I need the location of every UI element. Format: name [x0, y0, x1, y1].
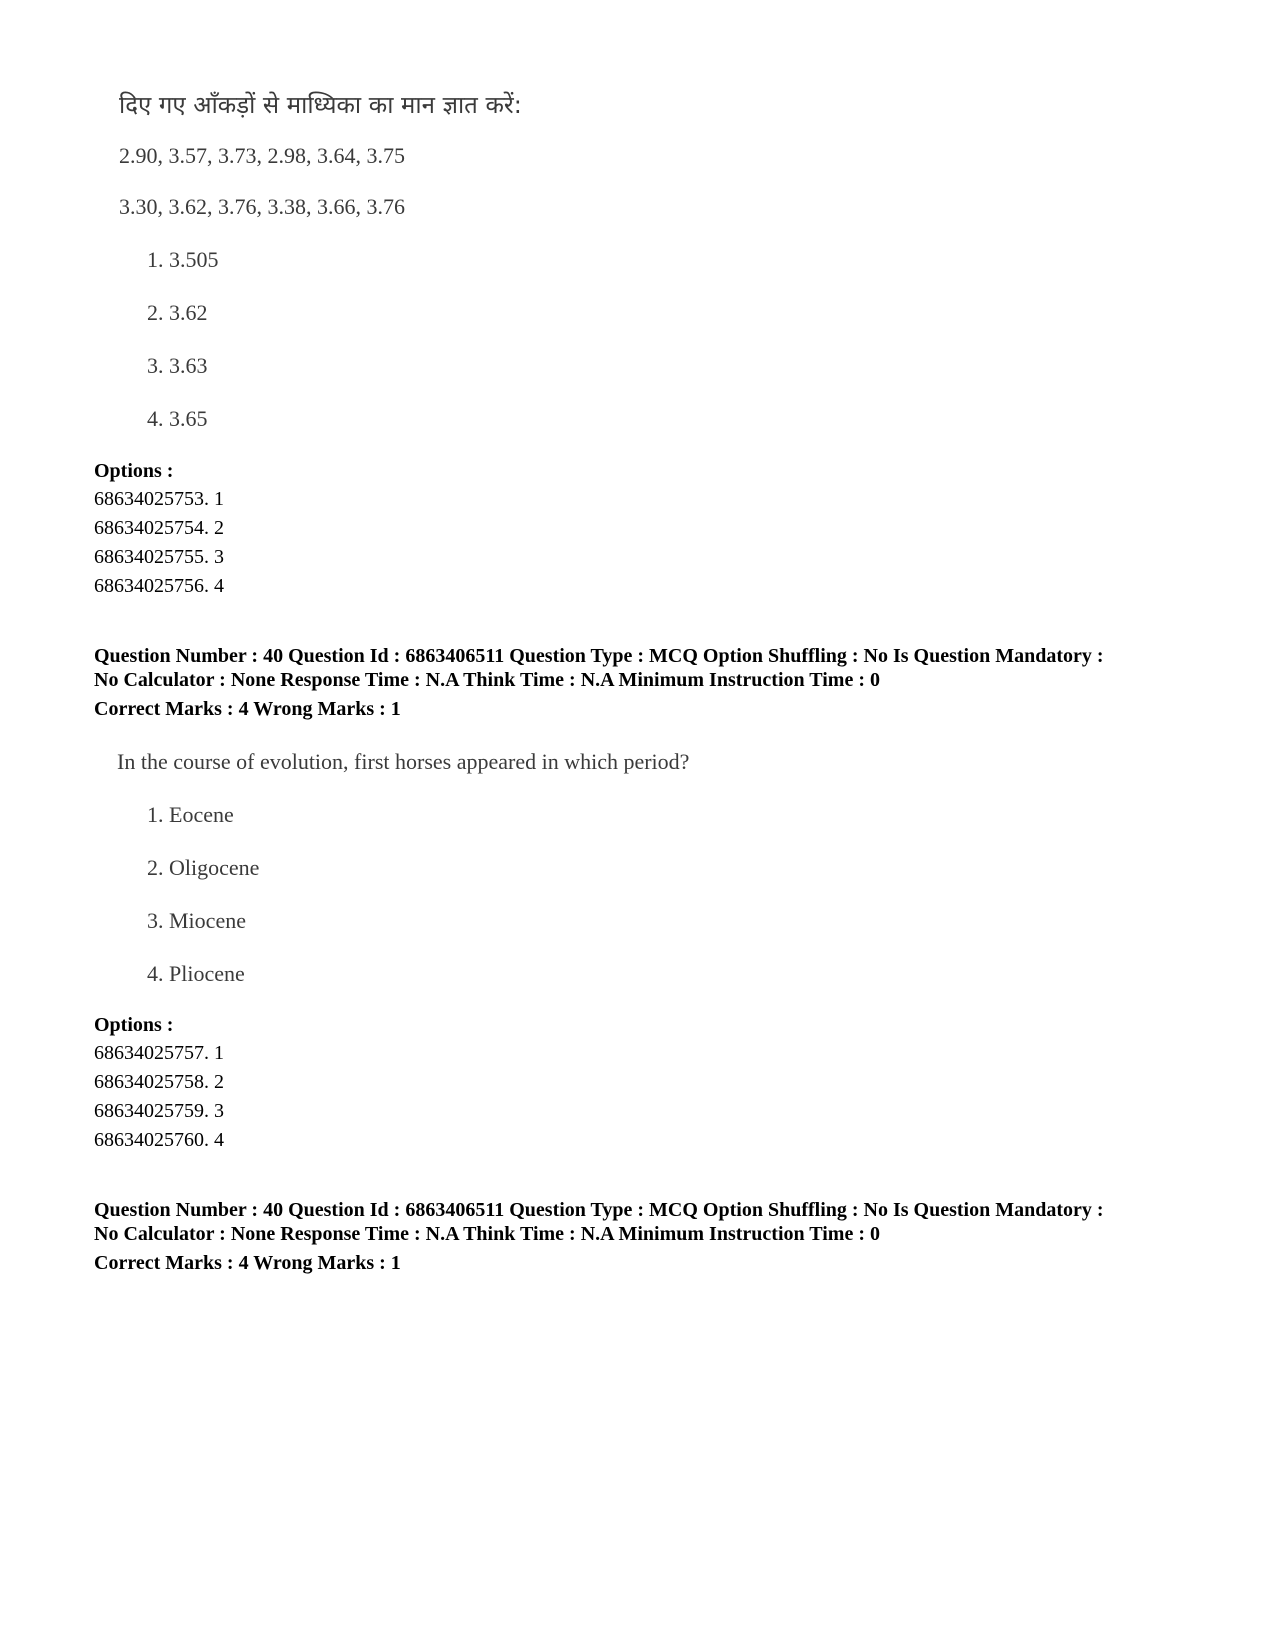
choice-2: 2. 3.62 — [147, 300, 208, 325]
choice-4: 4. 3.65 — [147, 406, 208, 431]
marks-line: Correct Marks : 4 Wrong Marks : 1 — [94, 698, 401, 720]
choice-1: 1. 3.505 — [147, 247, 219, 272]
option-line: 68634025758. 2 — [94, 1071, 224, 1093]
question-text-hindi: दिए गए आँकड़ों से माध्यिका का मान ज्ञात करें: — [119, 91, 522, 119]
option-line: 68634025753. 1 — [94, 488, 224, 510]
option-line: 68634025756. 4 — [94, 575, 224, 597]
option-line: 68634025755. 3 — [94, 546, 224, 568]
option-line: 68634025760. 4 — [94, 1129, 224, 1151]
choice-3: 3. 3.63 — [147, 353, 208, 378]
question-meta-line-1: Question Number : 40 Question Id : 6863406511 Question Type : MCQ Option Shuffling : No Is Question Mandatory : — [94, 645, 1104, 667]
options-label: Options : — [94, 1014, 174, 1036]
option-line: 68634025759. 3 — [94, 1100, 224, 1122]
question-meta-line-1: Question Number : 40 Question Id : 6863406511 Question Type : MCQ Option Shuffling : No Is Question Mandatory : — [94, 1199, 1104, 1221]
choice-4: 4. Pliocene — [147, 961, 245, 986]
question-meta-line-2: No Calculator : None Response Time : N.A Think Time : N.A Minimum Instruction Time : 0 — [94, 669, 880, 691]
question-meta-line-2: No Calculator : None Response Time : N.A Think Time : N.A Minimum Instruction Time : 0 — [94, 1223, 880, 1245]
choice-2: 2. Oligocene — [147, 855, 260, 880]
data-line-1: 2.90, 3.57, 3.73, 2.98, 3.64, 3.75 — [119, 143, 405, 168]
option-line: 68634025754. 2 — [94, 517, 224, 539]
choice-3: 3. Miocene — [147, 908, 246, 933]
question-text: In the course of evolution, first horses appeared in which period? — [117, 749, 690, 774]
option-line: 68634025757. 1 — [94, 1042, 224, 1064]
data-line-2: 3.30, 3.62, 3.76, 3.38, 3.66, 3.76 — [119, 194, 405, 219]
options-label: Options : — [94, 460, 174, 482]
marks-line: Correct Marks : 4 Wrong Marks : 1 — [94, 1252, 401, 1274]
choice-1: 1. Eocene — [147, 802, 234, 827]
